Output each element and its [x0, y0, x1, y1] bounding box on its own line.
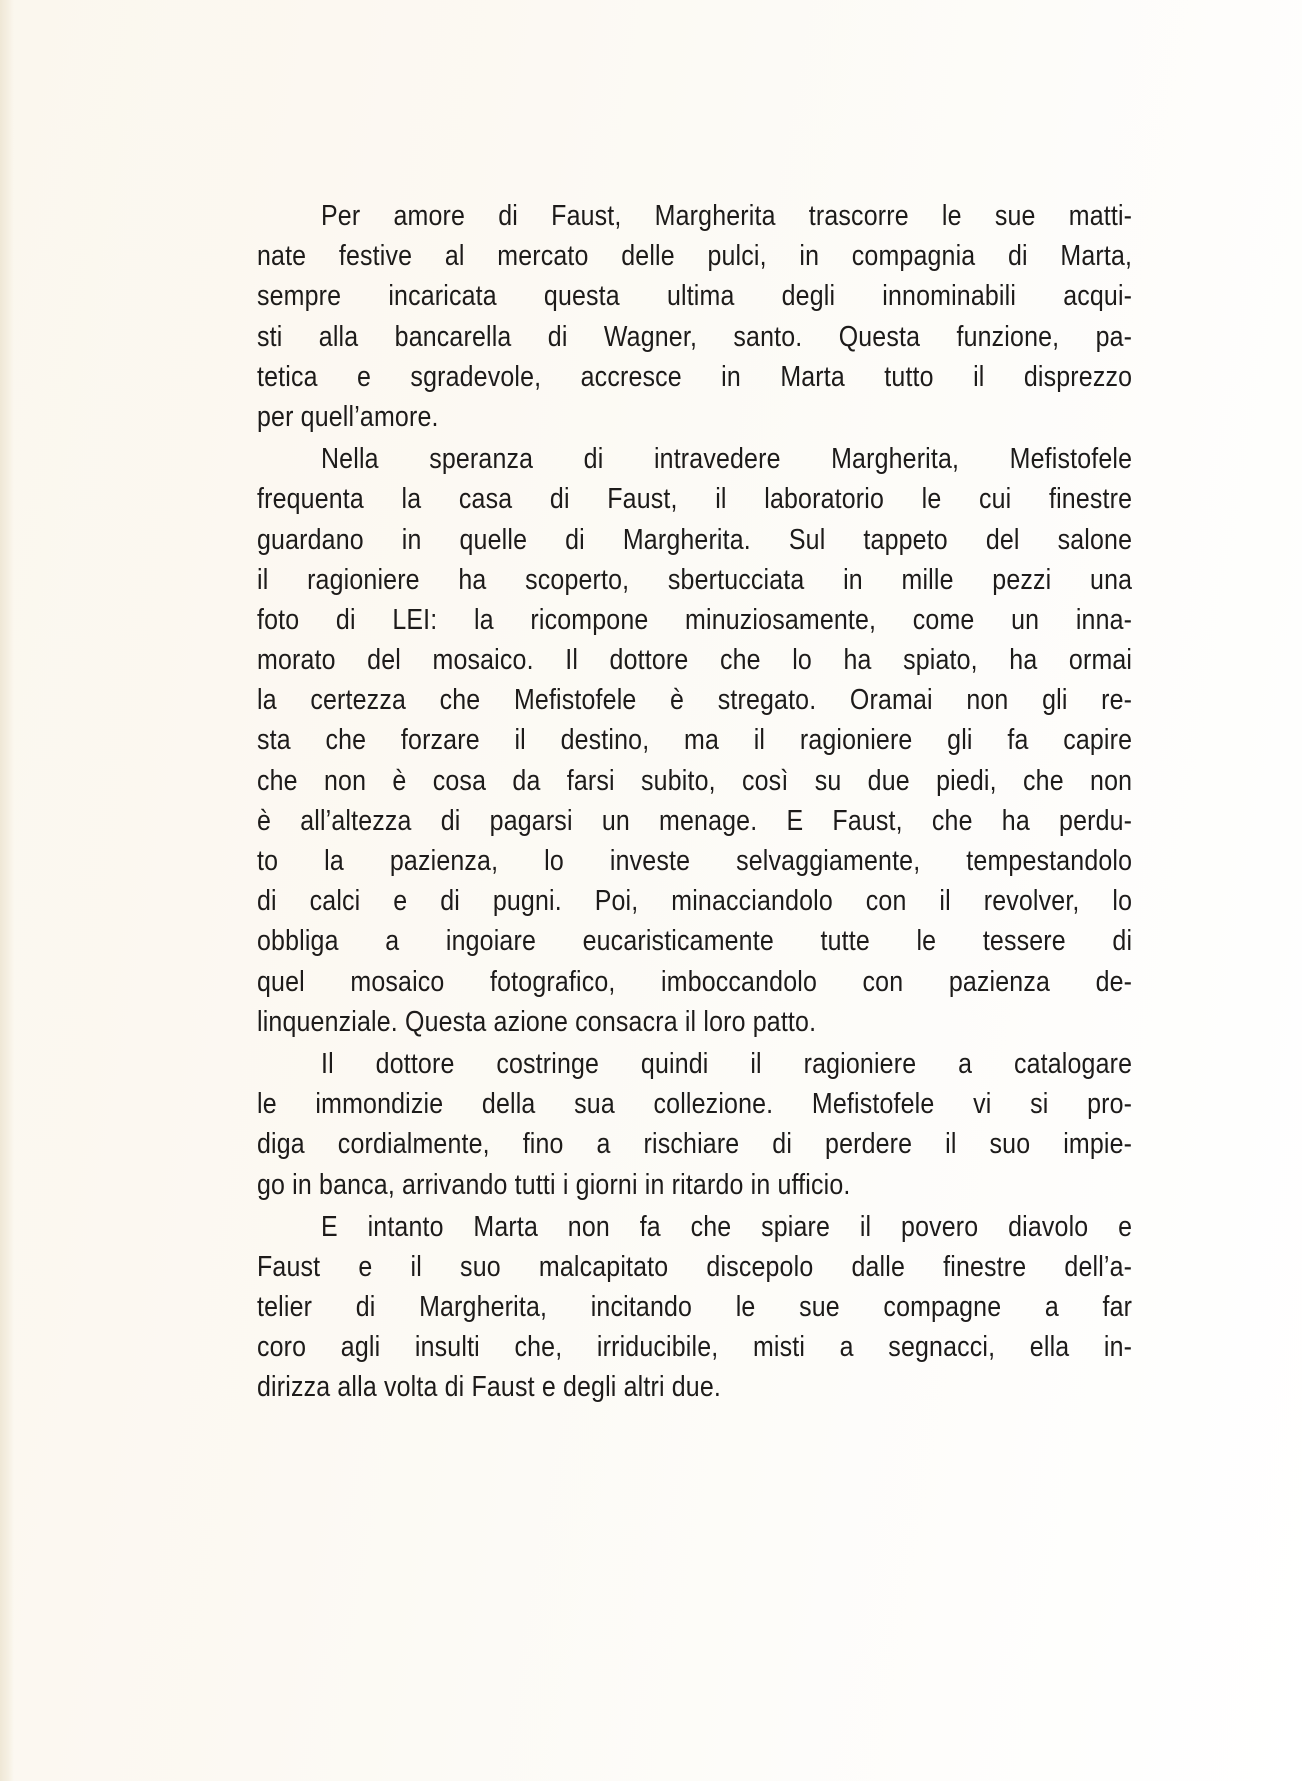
text-line-content: Nella speranza di intravedere Margherita, Mefistofele: [321, 443, 1133, 476]
text-line: [257, 520, 1132, 560]
text-line-content: di calci e di pugni. Poi, minacciandolo con il revolver, lo: [257, 885, 1133, 918]
text-line-content: telier di Margherita, incitando le sue compagne a far: [257, 1291, 1133, 1324]
text-line-content: quel mosaico fotografico, imboccandolo con pazienza de-: [257, 965, 1133, 998]
text-line: [257, 761, 1132, 801]
text-line: [257, 720, 1132, 760]
text-line-content: morato del mosaico. Il dottore che lo ha spiato, ha ormai: [257, 644, 1133, 677]
text-line: [257, 881, 1132, 921]
text-line: [257, 276, 1132, 316]
page-edge: [0, 0, 14, 1781]
text-line-content: foto di LEI: la ricompone minuziosamente, come un inna-: [257, 603, 1133, 636]
text-line: [257, 962, 1132, 1002]
text-line: [257, 640, 1132, 680]
paragraph-1: [257, 196, 1132, 437]
text-line-content: è all’altezza di pagarsi un menage. E Faust, che ha perdu-: [257, 804, 1133, 837]
text-line-content: sti alla bancarella di Wagner, santo. Questa funzione, pa-: [257, 320, 1133, 353]
text-line-content: per quell’amore.: [257, 400, 439, 433]
text-line: [257, 680, 1132, 720]
text-line-content: Il dottore costringe quindi il ragioniere a catalogare: [321, 1047, 1133, 1080]
text-line-content: dirizza alla volta di Faust e degli altri due.: [257, 1371, 721, 1404]
text-line: [257, 1124, 1132, 1164]
text-line: [257, 1044, 1132, 1084]
text-line: [257, 841, 1132, 881]
text-line-content: guardano in quelle di Margherita. Sul tappeto del salone: [257, 523, 1133, 556]
text-line: [257, 479, 1132, 519]
text-line-content: Faust e il suo malcapitato discepolo dalle finestre dell’a-: [257, 1250, 1133, 1283]
text-line-content: le immondizie della sua collezione. Mefistofele vi si pro-: [257, 1088, 1133, 1121]
text-line-content: diga cordialmente, fino a rischiare di perdere il suo impie-: [257, 1128, 1133, 1161]
text-line: [257, 397, 1132, 437]
text-line-content: E intanto Marta non fa che spiare il povero diavolo e: [321, 1210, 1133, 1243]
text-line-content: obbliga a ingoiare eucaristicamente tutte le tessere di: [257, 925, 1133, 958]
text-line: [257, 1207, 1132, 1247]
text-line: [257, 1287, 1132, 1327]
text-line-content: sempre incaricata questa ultima degli innominabili acqui-: [257, 280, 1133, 313]
text-line: [257, 439, 1132, 479]
text-line-content: la certezza che Mefistofele è stregato. Oramai non gli re-: [257, 684, 1133, 717]
text-line-content: frequenta la casa di Faust, il laboratorio le cui finestre: [257, 483, 1133, 516]
text-line-content: che non è cosa da farsi subito, così su due piedi, che non: [257, 764, 1133, 797]
text-line: [257, 357, 1132, 397]
text-line-content: il ragioniere ha scoperto, sbertucciata in mille pezzi una: [257, 563, 1133, 596]
paragraph-3: [257, 1044, 1132, 1205]
paragraph-2: [257, 439, 1132, 1042]
text-line: [257, 236, 1132, 276]
text-line-content: nate festive al mercato delle pulci, in compagnia di Marta,: [257, 240, 1133, 273]
text-line: [257, 600, 1132, 640]
text-line: [257, 1165, 1132, 1205]
text-line: [257, 1327, 1132, 1367]
text-line: [257, 560, 1132, 600]
text-line-content: Per amore di Faust, Margherita trascorre le sue matti-: [321, 200, 1133, 232]
text-line: [257, 1084, 1132, 1124]
text-line-content: to la pazienza, lo investe selvaggiamente, tempestandolo: [257, 845, 1133, 877]
text-line-content: tetica e sgradevole, accresce in Marta tutto il disprezzo: [257, 360, 1133, 393]
text-line: [257, 317, 1132, 357]
text-line: [257, 1247, 1132, 1287]
text-line: [257, 1002, 1132, 1042]
text-line-content: go in banca, arrivando tutti i giorni in ritardo in ufficio.: [257, 1168, 851, 1201]
text-line-content: sta che forzare il destino, ma il ragioniere gli fa capire: [257, 724, 1133, 757]
text-line-content: coro agli insulti che, irriducibile, misti a segnacci, ella in-: [257, 1331, 1133, 1364]
text-line: [257, 921, 1132, 961]
text-line-content: linquenziale. Questa azione consacra il loro patto.: [257, 1005, 817, 1038]
text-line: [257, 1367, 1132, 1407]
text-line: [257, 801, 1132, 841]
body-text: [257, 196, 1132, 1410]
paragraph-4: [257, 1207, 1132, 1408]
text-line: [257, 196, 1132, 236]
